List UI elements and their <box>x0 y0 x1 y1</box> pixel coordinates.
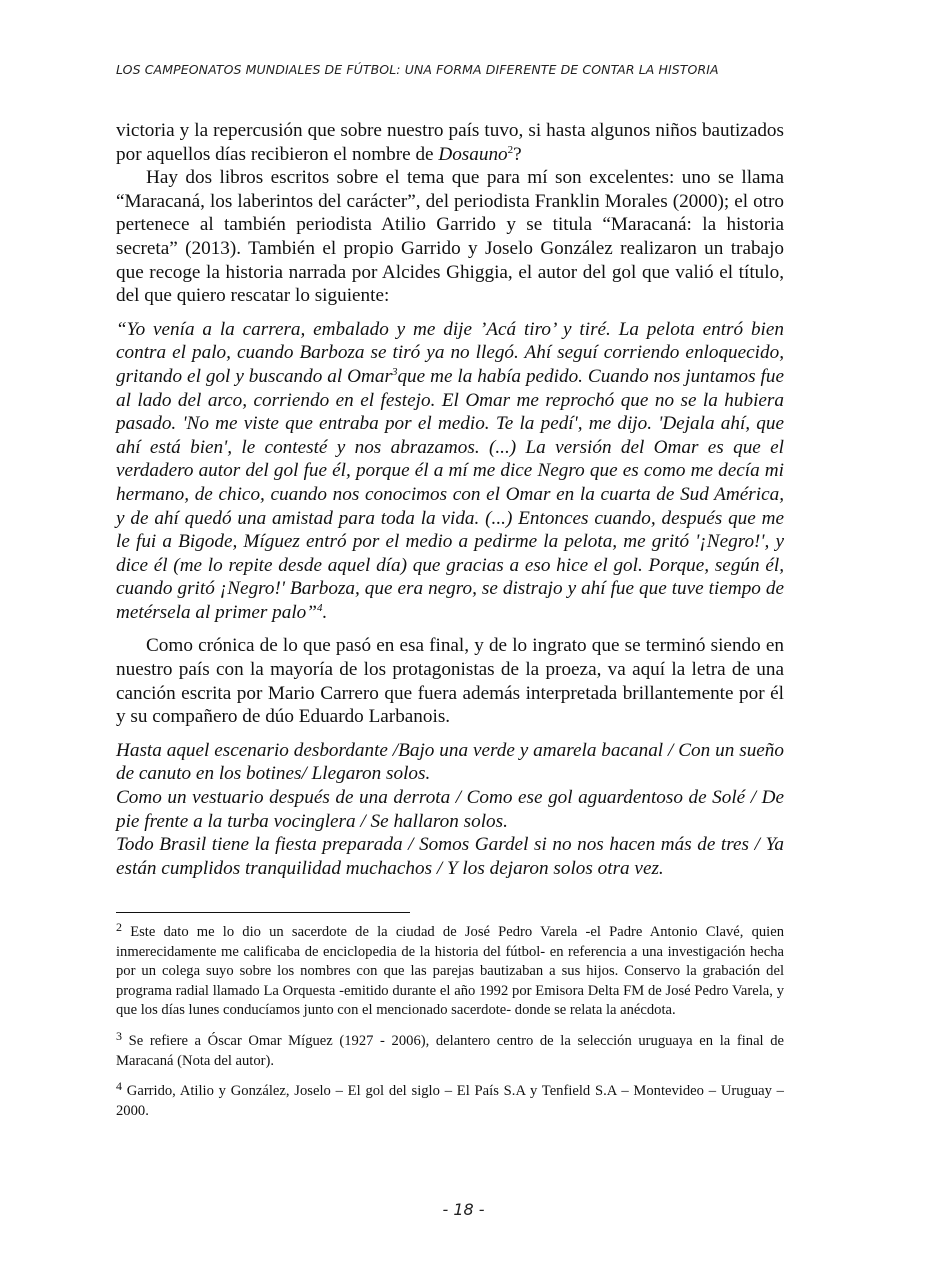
footnote-4: $^4$ Garrido, Atilio y González, Joselo – El gol del siglo – El País S.A y Tenfield S.A – Montevideo – Uruguay – 2000. <box>116 1079 784 1119</box>
song-verse-1: Hasta aquel escenario desbordante /Bajo una verde y amarela bacanal / Con un sueño de canuto en los botines/ Llegaron solos. <box>116 739 784 785</box>
footnote-ref-3[interactable]: 3 <box>391 365 398 378</box>
page-number: - 18 - <box>442 1200 485 1219</box>
paragraph-1: victoria y la repercusión que sobre nuestro país tuvo, si hasta algunos niños bautizados por aquellos días recibieron el nombre de Dosauno$^2$? <box>116 120 784 165</box>
ghiggia-quote: “Yo venía a la carrera, embalado y me dije ’Acá tiro’ y tiré. La pelota entró bien contra el palo, cuando Barboza se tiró ya no llegó. Ahí seguí corriendo enloquecido, gritando el gol y buscando al Omar$^3$que me la había pedido. Cuando nos juntamos fue al lado del arco, corriendo en el festejo. El Omar me reprochó que no se la hubiera pasado. 'No me viste que entraba por el medio. Te la pedí', me dijo. 'Dejala ahí, que ahí está bien', le contesté y nos abrazamos. (...) La versión del Omar es que el verdadero autor del gol fue él, porque él a mí me dice Negro que es como me decía mi hermano, de chico, cuando nos conocimos con el Omar en la cuarta de Sud América, y de ahí quedó una amistad para toda la vida. (...) Entonces cuando, después que me le fui a Bigode, Míguez entró por el medio a pedirme la pelota, me gritó '¡Negro!', y dice él (me lo repite desde aquel día) que gracias a eso hice el gol. Porque, según él, cuando gritó ¡Negro!' Barboza, que era negro, se distrajo y ahí fue que tuve tiempo de metérsela al primer palo”$^4$. <box>116 318 784 623</box>
song-verse-3: Todo Brasil tiene la fiesta preparada / Somos Gardel si no nos hacen más de tres / Ya están cumplidos tranquilidad muchachos / Y los dejaron solos otra vez. <box>116 834 784 879</box>
song-verse-2: Como un vestuario después de una derrota / Como ese gol aguardentoso de Solé / De pie frente a la turba vocinglera / Se hallaron solos. <box>116 787 784 832</box>
body-text <box>116 119 784 880</box>
footnote-separator <box>116 912 410 913</box>
footnotes <box>116 920 785 1132</box>
paragraph-2: Hay dos libros escritos sobre el tema que para mí son excelentes: uno se llama “Maracaná, los laberintos del carácter”, del periodista Franklin Morales (2000); el otro pertenece al también periodista Atilio Garrido y se titula “Maracaná: la historia secreta” (2013). También el propio Garrido y Joselo González realizaron un trabajo que recoge la historia narrada por Alcides Ghiggia, el autor del gol que valió el título, del que quiero rescatar lo siguiente: <box>116 167 784 307</box>
footnote-ref-4[interactable]: 4 <box>316 601 323 614</box>
running-header: LOS CAMPEONATOS MUNDIALES DE FÚTBOL: UNA FORMA DIFERENTE DE CONTAR LA HISTORIA <box>116 62 719 77</box>
footnote-2: $^2$ Este dato me lo dio un sacerdote de la ciudad de José Pedro Varela -el Padre Antonio Clavé, quien inmerecidamente me calificaba de enciclopedia de la historia del fútbol- en referencia a una investigación hecha por un colega suyo sobre los nombres con que las parejas bautizaban a sus hijos. Conservo la grabación del programa radial llamado La Orquesta -emitido durante el año 1992 por Emisora Delta FM de José Pedro Varela, y que los días lunes conducíamos junto con el mencionado sacerdote- donde se relata la anécdota. <box>116 920 785 1019</box>
dosauno-name: Dosauno <box>438 143 508 165</box>
footnote-ref-2[interactable]: 2 <box>507 143 514 156</box>
paragraph-3: Como crónica de lo que pasó en esa final, y de lo ingrato que se terminó siendo en nuestro país con la mayoría de los protagonistas de la proeza, va aquí la letra de una canción escrita por Mario Carrero que fuera además interpretada brillantemente por él y su compañero de dúo Eduardo Larbanois. <box>116 635 784 728</box>
song-lyrics <box>116 739 784 881</box>
footnote-3: $^3$ Se refiere a Óscar Omar Míguez (1927 - 2006), delantero centro de la selección uruguaya en la final de Maracaná (Nota del autor). <box>116 1028 784 1069</box>
